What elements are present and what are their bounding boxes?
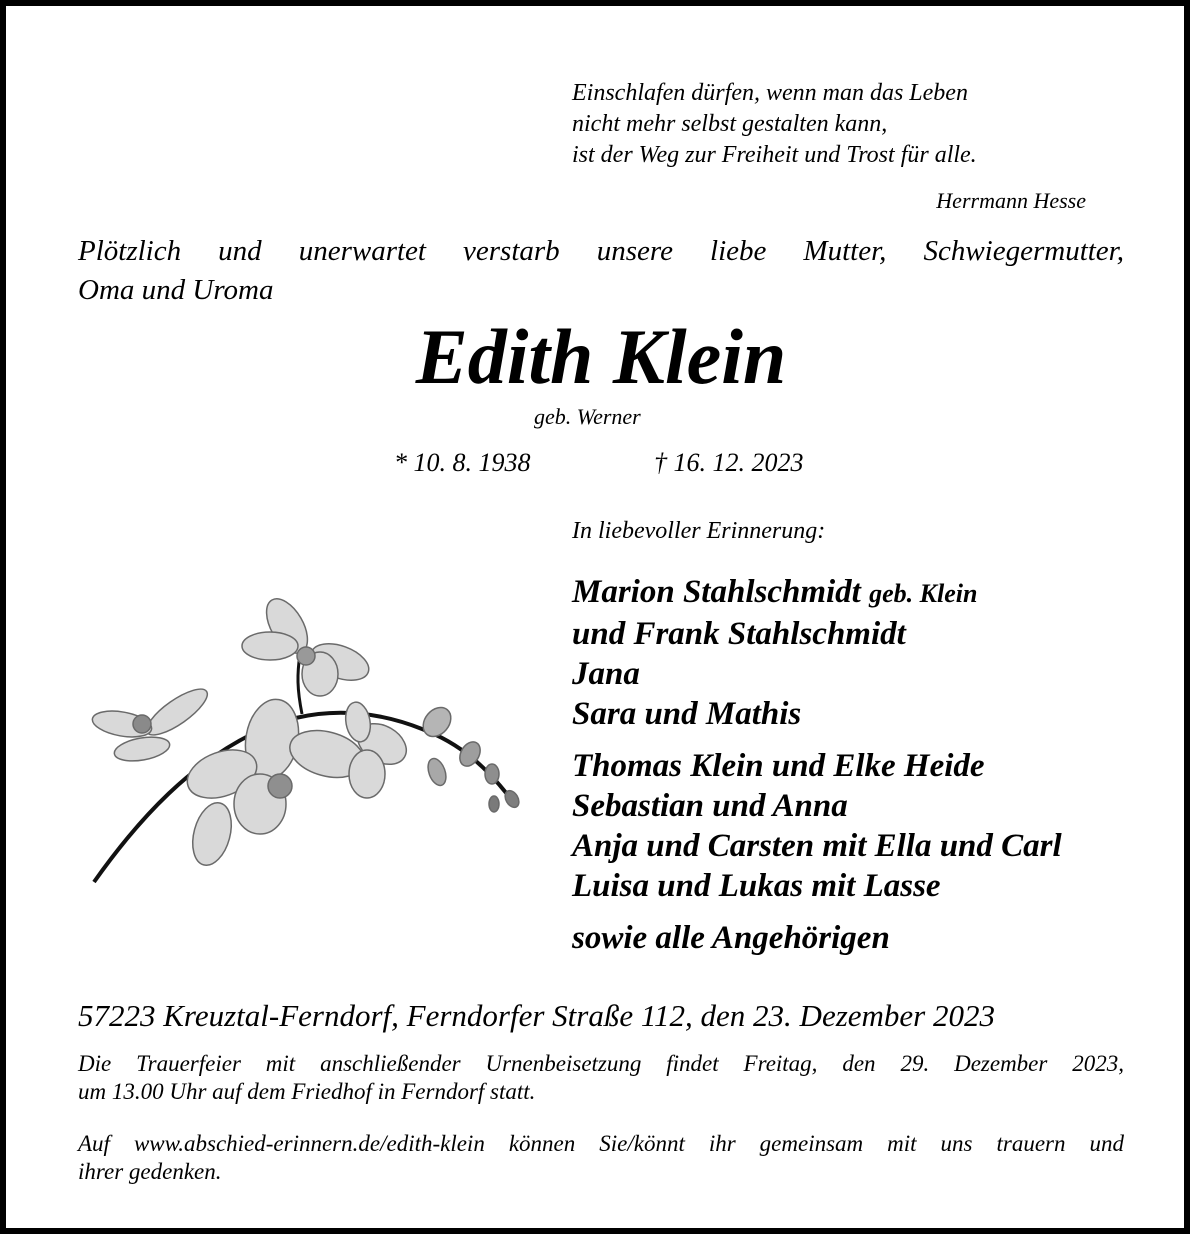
survivor-line: Sebastian und Anna — [572, 788, 848, 824]
quote-line: Einschlafen dürfen, wenn man das Leben — [572, 80, 968, 106]
survivor-line — [572, 572, 1062, 614]
address-date-line: 57223 Kreuztal-Ferndorf, Ferndorfer Straße 112, den 23. Dezember 2023 — [78, 998, 995, 1033]
service-line-2: um 13.00 Uhr auf dem Friedhof in Ferndorf statt. — [78, 1079, 536, 1104]
survivor-line: Anja und Carsten mit Ella und Carl — [572, 828, 1062, 864]
service-info — [78, 1050, 1124, 1106]
deceased-name: Edith Klein — [415, 313, 787, 400]
survivor-suffix: geb. Klein — [869, 579, 978, 608]
survivors-list — [572, 572, 1062, 958]
quote-line: ist der Weg zur Freiheit und Trost für alle. — [572, 142, 977, 168]
survivors-closing: sowie alle Angehörigen — [572, 920, 890, 956]
survivor-line: Luisa und Lukas mit Lasse — [572, 868, 941, 904]
birth-date: * 10. 8. 1938 — [394, 448, 531, 477]
survivor-line: Sara und Mathis — [572, 696, 802, 732]
group-spacer — [572, 906, 1062, 918]
memory-label: In liebevoller Erinnerung: — [572, 518, 826, 544]
hesse-quote — [572, 78, 977, 171]
quote-author: Herrmann Hesse — [936, 188, 1086, 213]
orchid-branch-image — [82, 594, 532, 894]
group-spacer — [572, 734, 1062, 746]
survivor-line: und Frank Stahlschmidt — [572, 616, 906, 652]
intro-text — [78, 232, 1124, 310]
intro-line-1: Plötzlich und unerwartet verstarb unsere liebe Mutter, Schwiegermutter, — [78, 235, 1124, 267]
service-line-1: Die Trauerfeier mit anschließender Urnenbeisetzung findet Freitag, den 29. Dezember 2023, — [78, 1051, 1124, 1076]
online-line-2: ihrer gedenken. — [78, 1159, 222, 1184]
birth-name: geb. Werner — [534, 404, 641, 429]
death-date: † 16. 12. 2023 — [654, 448, 804, 477]
quote-line: nicht mehr selbst gestalten kann, — [572, 111, 888, 137]
intro-line-2: Oma und Uroma — [78, 274, 274, 306]
survivor-line: Jana — [572, 656, 640, 692]
online-memorial-info — [78, 1130, 1124, 1186]
survivor-line: Thomas Klein und Elke Heide — [572, 748, 985, 784]
survivor-name: Marion Stahlschmidt — [572, 574, 861, 610]
online-line-1: Auf www.abschied-erinnern.de/edith-klein können Sie/könnt ihr gemeinsam mit uns trauern und — [78, 1131, 1124, 1156]
